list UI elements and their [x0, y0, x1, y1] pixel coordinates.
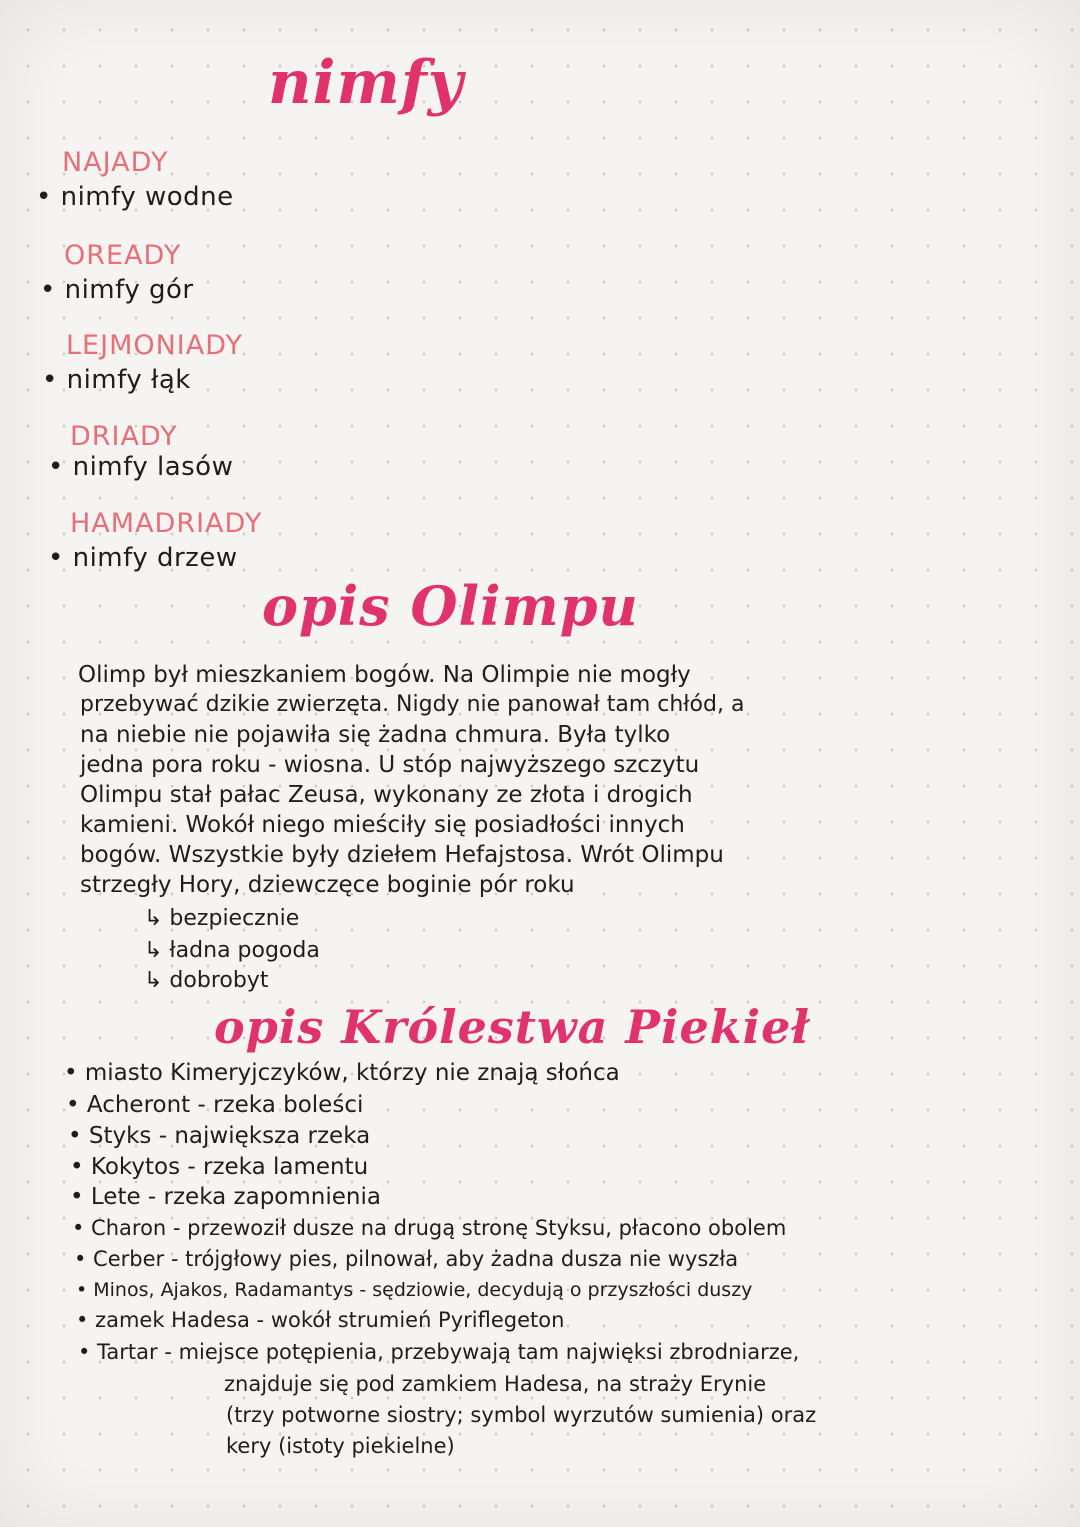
- underworld-line: • Kokytos - rzeka lamentu: [70, 1154, 369, 1180]
- group-name-najady: NAJADY: [62, 147, 169, 178]
- olympus-arrow-item: ↳ ładna pogoda: [144, 938, 320, 963]
- underworld-title: opis Królestwa Piekieł: [214, 1000, 811, 1054]
- underworld-line: • Cerber - trójgłowy pies, pilnował, aby żadna dusza nie wyszła: [74, 1247, 739, 1271]
- group-desc-hamadriady: • nimfy drzew: [48, 543, 238, 573]
- group-name-lejmoniady: LEJMONIADY: [66, 330, 244, 361]
- underworld-line: • miasto Kimeryjczyków, którzy nie znają słońca: [64, 1060, 620, 1086]
- underworld-line: • Lete - rzeka zapomnienia: [70, 1184, 381, 1210]
- olympus-line: kamieni. Wokół niego mieściły się posiadłości innych: [80, 812, 685, 838]
- olympus-line: na niebie nie pojawiła się żadna chmura. Była tylko: [80, 722, 671, 748]
- group-name-oready: OREADY: [64, 240, 182, 271]
- olympus-arrow-item: ↳ dobrobyt: [144, 968, 269, 993]
- underworld-line: • zamek Hadesa - wokół strumień Pyriflegeton: [76, 1308, 565, 1332]
- nymphs-title: nimfy: [268, 48, 464, 118]
- olympus-line: Olimp był mieszkaniem bogów. Na Olimpie nie mogły: [78, 662, 691, 688]
- underworld-line: • Charon - przewoził dusze na drugą stronę Styksu, płacono obolem: [72, 1216, 787, 1240]
- olympus-line: Olimpu stał pałac Zeusa, wykonany ze złota i drogich: [80, 782, 693, 808]
- underworld-line: • Tartar - miejsce potępienia, przebywają tam najwięksi zbrodniarze,: [78, 1340, 800, 1364]
- olympus-arrow-item: ↳ bezpiecznie: [144, 906, 300, 931]
- group-desc-oready: • nimfy gór: [40, 275, 194, 305]
- underworld-line: • Minos, Ajakos, Radamantys - sędziowie, decydują o przyszłości duszy: [76, 1279, 753, 1301]
- olympus-line: strzegły Hory, dziewczęce boginie pór roku: [80, 872, 575, 898]
- olympus-title: opis Olimpu: [262, 574, 639, 638]
- underworld-line: kery (istoty piekielne): [226, 1434, 455, 1458]
- olympus-line: przebywać dzikie zwierzęta. Nigdy nie panował tam chłód, a: [80, 692, 745, 717]
- olympus-line: bogów. Wszystkie były dziełem Hefajstosa. Wrót Olimpu: [80, 842, 724, 868]
- underworld-line: • Acheront - rzeka boleści: [66, 1092, 364, 1118]
- group-desc-najady: • nimfy wodne: [36, 182, 234, 212]
- underworld-line: (trzy potworne siostry; symbol wyrzutów sumienia) oraz: [226, 1403, 817, 1427]
- group-name-hamadriady: HAMADRIADY: [70, 508, 263, 539]
- underworld-line: znajduje się pod zamkiem Hadesa, na straży Erynie: [224, 1372, 767, 1396]
- olympus-line: jedna pora roku - wiosna. U stóp najwyższego szczytu: [80, 752, 700, 778]
- group-desc-lejmoniady: • nimfy łąk: [42, 365, 191, 395]
- underworld-line: • Styks - największa rzeka: [68, 1123, 371, 1149]
- group-desc-driady: • nimfy lasów: [48, 452, 234, 482]
- group-name-driady: DRIADY: [70, 421, 178, 452]
